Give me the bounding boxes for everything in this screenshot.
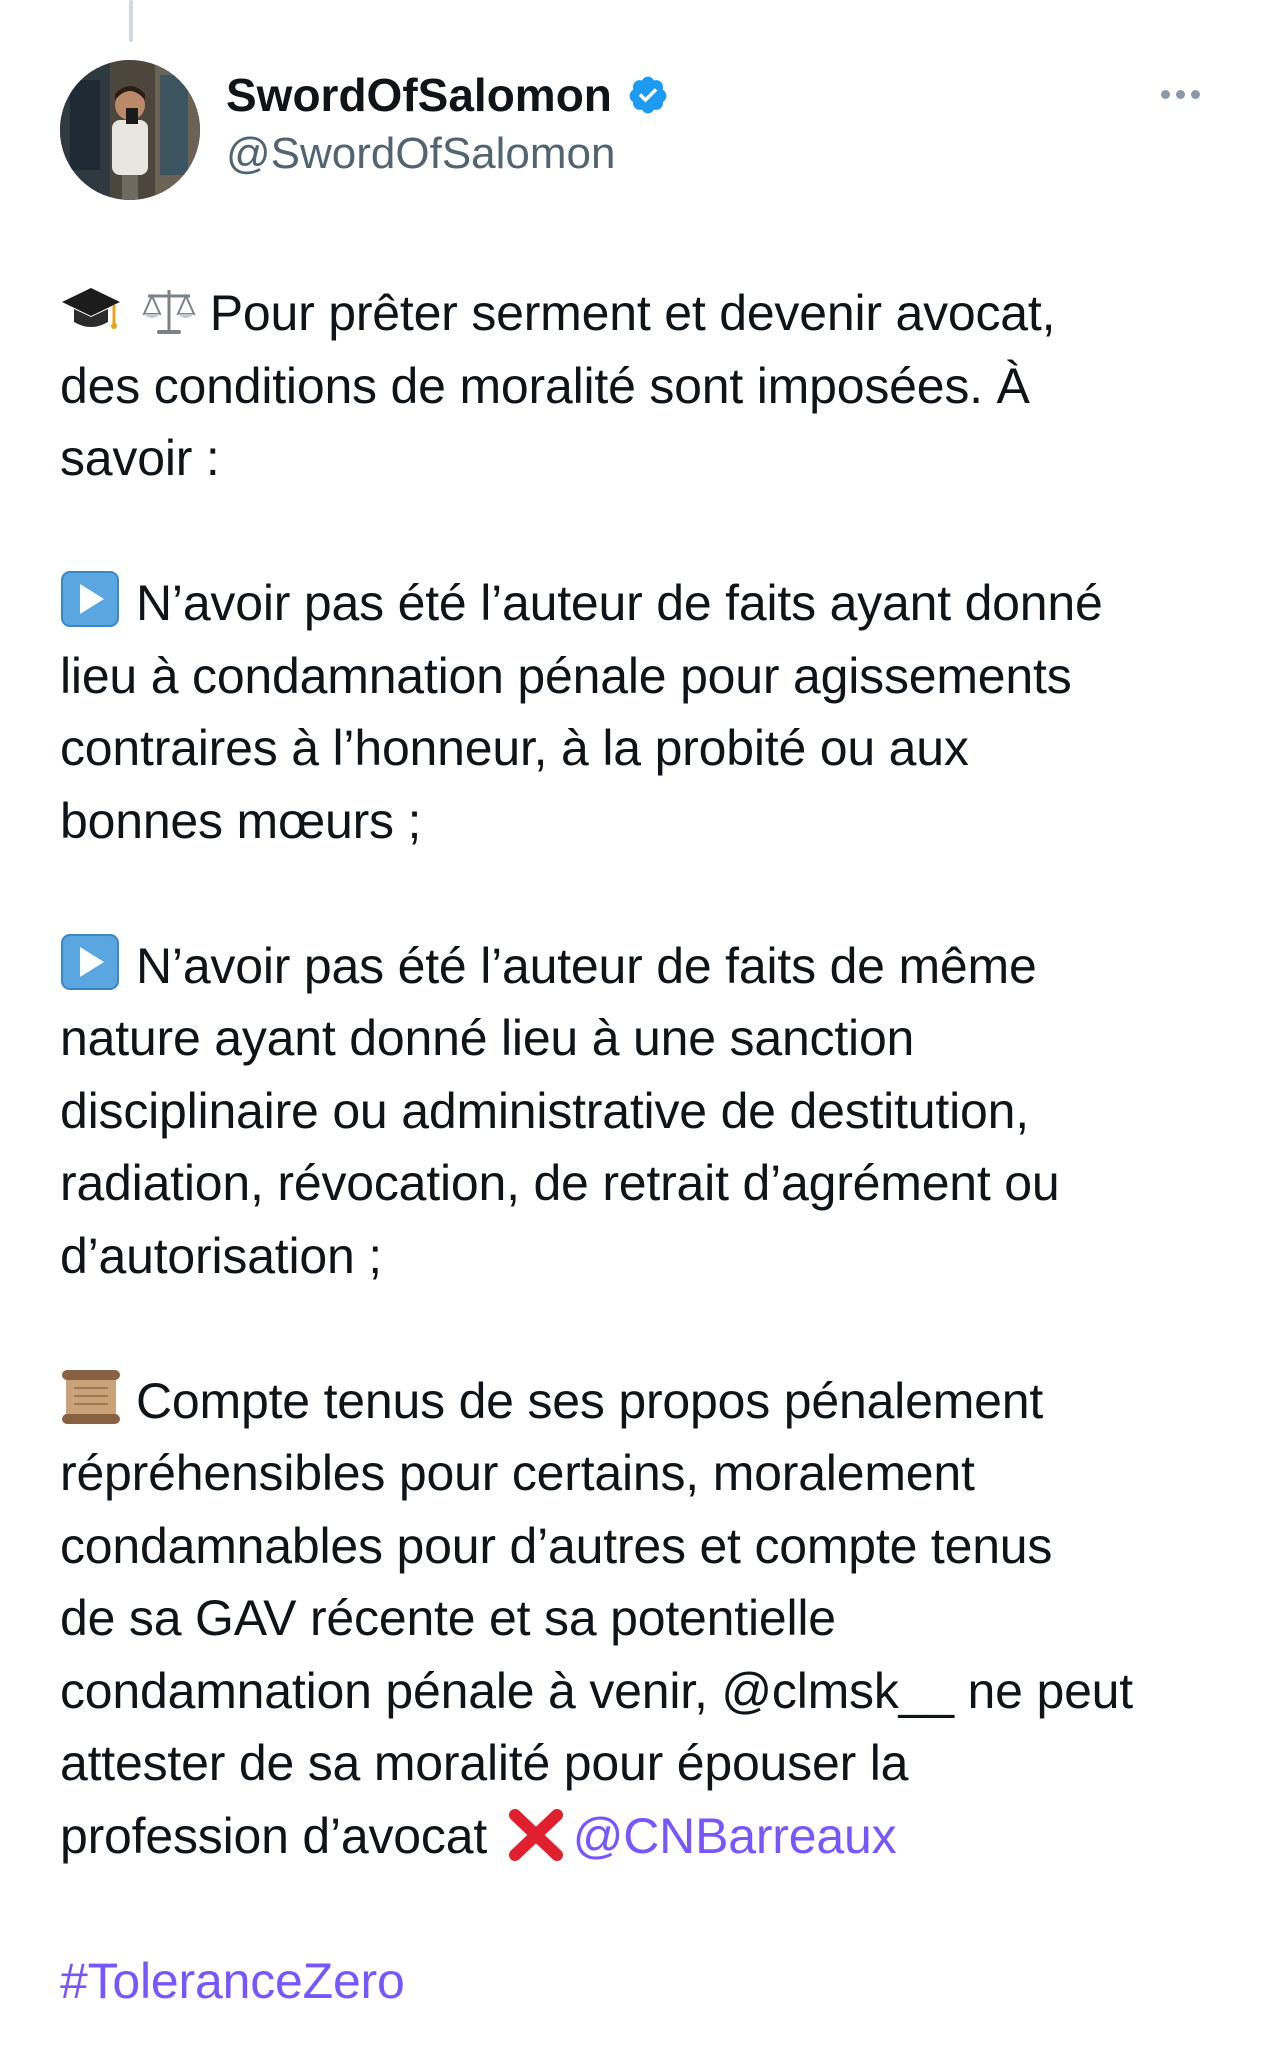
item2-line-3: disciplinaire ou administrative de destitution, [60, 1082, 1029, 1139]
avatar[interactable] [60, 60, 200, 200]
verified-badge-icon [627, 74, 669, 116]
intro-line-1: Pour prêter serment et devenir avocat, [209, 285, 1056, 341]
item2-line-5: d’autorisation ; [60, 1227, 382, 1284]
tweet-text [60, 277, 1220, 2017]
graduation-cap-icon [60, 284, 122, 338]
scroll-icon [60, 1368, 122, 1426]
item1-line-1: N’avoir pas été l’auteur de faits ayant donné [136, 575, 1103, 631]
item2-line-4: radiation, révocation, de retrait d’agrément ou [60, 1155, 1060, 1211]
balance-scale-icon [142, 284, 196, 338]
list-item [60, 930, 1220, 1293]
conclusion-line-5: condamnation pénale à venir, @clmsk__ ne peut [60, 1662, 1133, 1719]
display-name[interactable]: SwordOfSalomon [226, 69, 612, 121]
hashtag-link[interactable]: #ToleranceZero [60, 1952, 405, 2009]
more-options-button[interactable] [1150, 74, 1210, 114]
hashtag-paragraph [60, 1945, 1220, 2018]
list-item [60, 567, 1220, 857]
intro-line-3: savoir : [60, 430, 220, 486]
item1-line-4: bonnes mœurs ; [60, 792, 422, 849]
red-cross-icon [507, 1807, 565, 1863]
conclusion-line-1: Compte tenus de ses propos pénalement [136, 1372, 1044, 1429]
conclusion-line-4: de sa GAV récente et sa potentielle [60, 1590, 836, 1646]
user-handle[interactable]: @SwordOfSalomon [226, 129, 616, 178]
item1-line-3: contraires à l’honneur, à la probité ou aux [60, 720, 969, 776]
conclusion-line-7: profession d’avocat [60, 1807, 488, 1864]
play-button-icon [60, 933, 122, 991]
tweet-header [60, 60, 1210, 210]
conclusion-line-2: répréhensibles pour certains, moralement [60, 1445, 975, 1501]
intro-paragraph [60, 277, 1220, 495]
intro-line-2: des conditions de moralité sont imposées. À [60, 357, 1030, 414]
thread-connector-line [129, 0, 133, 42]
conclusion-line-6: attester de sa moralité pour épouser la [60, 1735, 909, 1791]
item2-line-2: nature ayant donné lieu à une sanction [60, 1010, 915, 1066]
item2-line-1: N’avoir pas été l’auteur de faits de même [136, 937, 1037, 994]
conclusion-line-3: condamnables pour d’autres et compte tenus [60, 1517, 1053, 1574]
more-dots-icon [1161, 90, 1170, 99]
play-button-icon [60, 570, 122, 628]
conclusion-paragraph [60, 1365, 1220, 1873]
mention-link[interactable]: @CNBarreaux [572, 1807, 897, 1864]
item1-line-2: lieu à condamnation pénale pour agissements [60, 647, 1072, 704]
